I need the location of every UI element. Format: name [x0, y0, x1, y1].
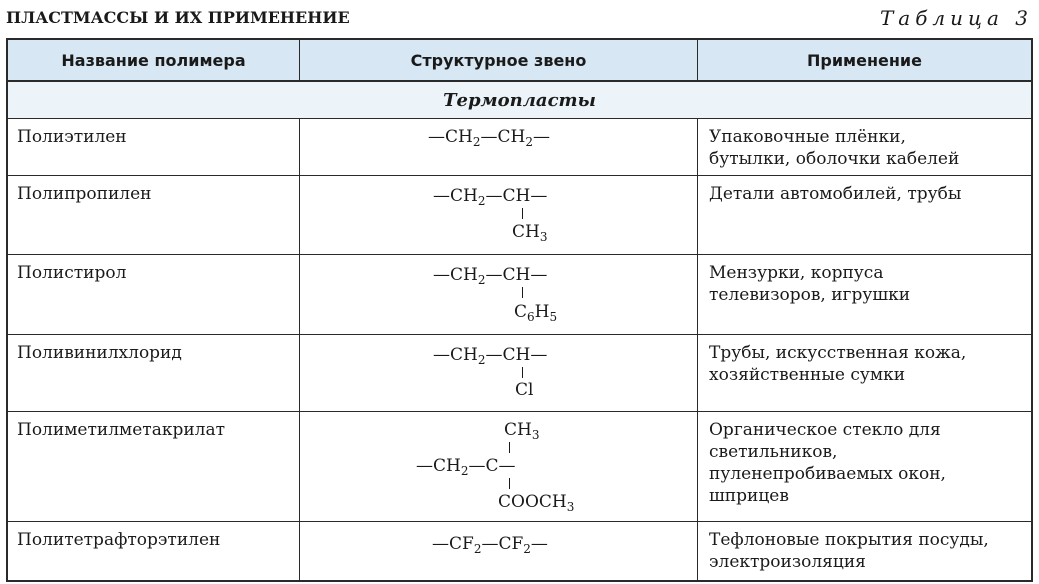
formula-main: $—CH_2—CH—$: [433, 265, 548, 287]
formula-below: $CH_3$: [512, 222, 548, 244]
page-title: ПЛАСТМАССЫ И ИХ ПРИМЕНЕНИЕ: [6, 8, 350, 27]
table-row: [8, 119, 1031, 176]
polymer-name: Политетрафторэтилен: [8, 522, 300, 580]
structural-unit: [300, 412, 698, 521]
polymer-name: Полиэтилен: [8, 119, 300, 175]
table-row: [8, 176, 1031, 255]
structural-unit: [300, 119, 698, 175]
application: Мензурки, корпуса телевизоров, игрушки: [709, 263, 911, 305]
structural-unit: [300, 335, 698, 411]
table-number: Таблица 3: [879, 6, 1033, 30]
bond-line: [522, 287, 523, 298]
polymer-name: Поливинилхлорид: [8, 335, 300, 411]
plastics-table: [6, 38, 1033, 582]
structural-unit: [300, 176, 698, 254]
application: Тефлоновые покрытия посуды, электроизоляция: [709, 530, 989, 572]
bond-line: [522, 367, 523, 378]
bond-line: [509, 478, 510, 489]
table-row: [8, 335, 1031, 412]
formula-main: $—CH_2—CH_2—$: [428, 127, 550, 149]
table-header-row: [8, 40, 1031, 82]
table-row: [8, 412, 1031, 522]
formula-above: $CH_3$: [504, 420, 540, 442]
column-header-formula: Структурное звено: [300, 40, 698, 80]
polymer-name: Полиметилметакрилат: [8, 412, 300, 521]
formula-below: $COOCH_3$: [498, 492, 575, 514]
formula-main: $—CH_2—CH—$: [433, 186, 548, 208]
application: Детали автомобилей, трубы: [709, 184, 962, 204]
polymer-name: Полистирол: [8, 255, 300, 334]
formula-below: $C_6H_5$: [514, 302, 558, 324]
section-row: [8, 82, 1031, 119]
formula-main: $—CH_2—CH—$: [433, 345, 548, 367]
column-header-name: Название полимера: [8, 40, 300, 80]
bond-line: [522, 208, 523, 219]
application: Упаковочные плёнки, бутылки, оболочки кабелей: [709, 127, 960, 169]
structural-unit: [300, 522, 698, 580]
formula-main: $—CH_2—C—$: [416, 456, 516, 478]
table-row: [8, 522, 1031, 580]
section-title: Термопласты: [443, 89, 596, 111]
bond-line: [509, 442, 510, 453]
structural-unit: [300, 255, 698, 334]
formula-below: Cl: [515, 380, 534, 400]
table-row: [8, 255, 1031, 335]
application: Трубы, искусственная кожа, хозяйственные сумки: [709, 343, 967, 385]
application: Органическое стекло для светильников, пуленепробиваемых окон, шприцев: [709, 420, 946, 506]
column-header-application: Применение: [806, 50, 922, 70]
formula-main: $—CF_2—CF_2—$: [432, 534, 548, 556]
polymer-name: Полипропилен: [8, 176, 300, 254]
